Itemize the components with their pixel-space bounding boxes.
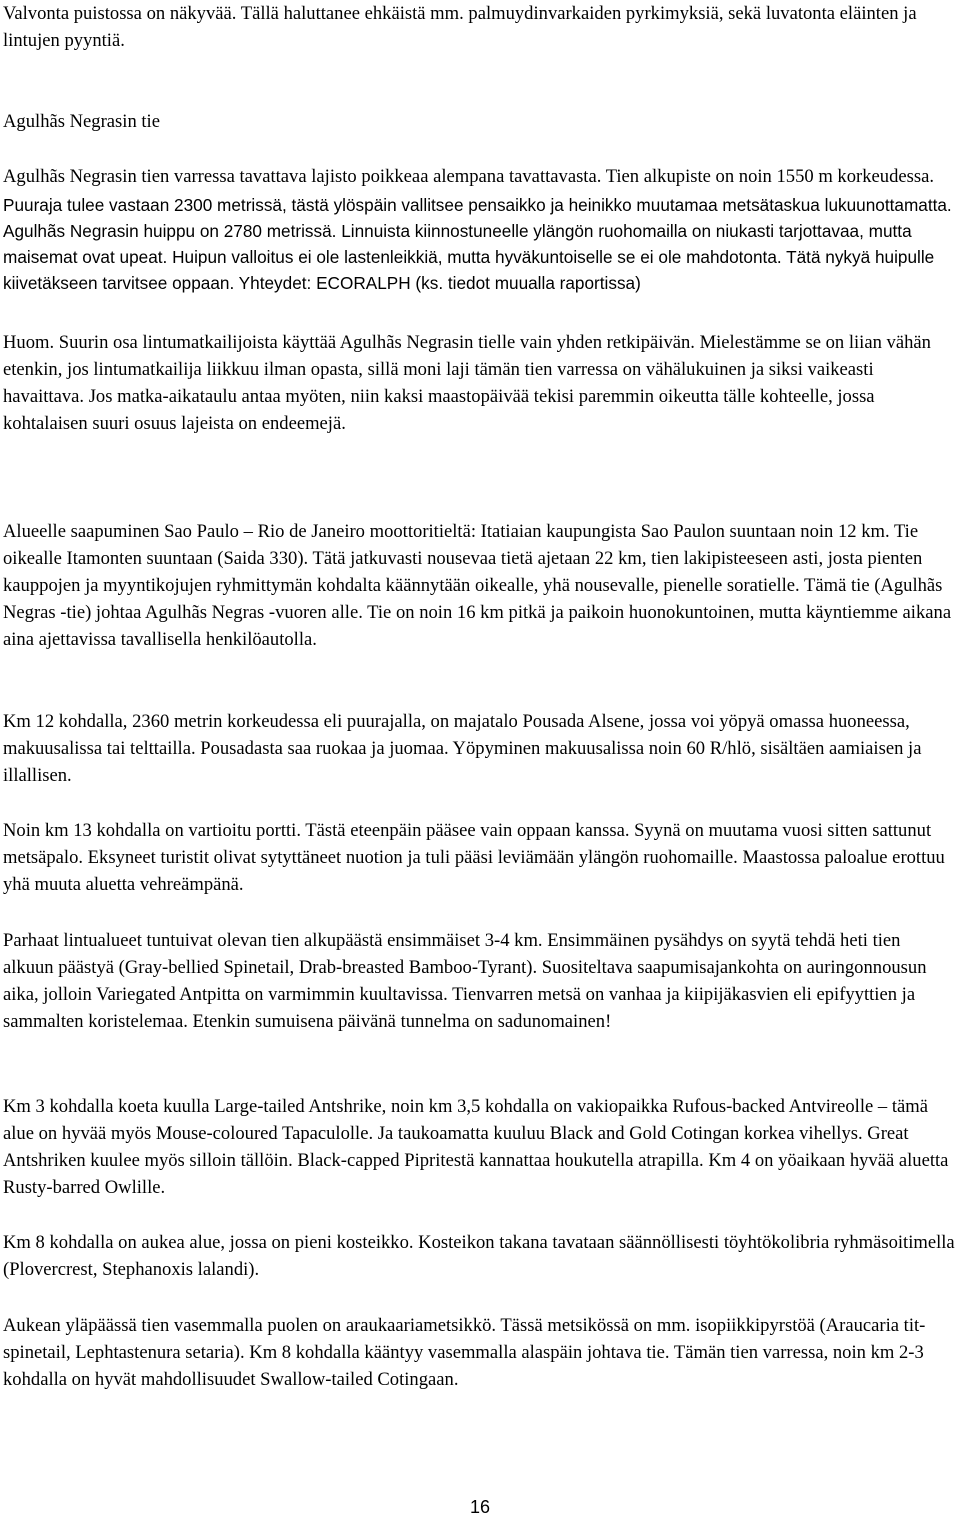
birding-areas-paragraph: Parhaat lintualueet tuntuivat olevan tien alkupäästä ensimmäiset 3-4 km. Ensimmäinen pysähdys on syytä tehdä heti tien alkuun päästyä (Gray-bellied Spinetail, Drab-breasted Bamboo-Tyrant). Suositeltava saapumisajankohta on auringonnousun aika, jolloin Variegated Antpitta on varmimmin kuultavissa. Tienvarren metsä on vanhaa ja kiipijäkasvien eli epifyyttien ja sammalten koristelemaa. Etenkin sumuisena päivänä tunnelma on sadunomainen! [3, 930, 927, 1032]
note-paragraph: Huom. Suurin osa lintumatkailijoista käyttää Agulhãs Negrasin tielle vain yhden retkipäivän. Mielestämme se on liian vähän etenkin, jos lintumatkailija liikkuu ilman opasta, sillä moni laji tämän tien varressa on vähälukuinen ja siksi vaikeasti havaittava. Jos matka-aikataulu antaa myöten, niin kaksi maastopäivää tekisi paremmin oikeutta tälle kohteelle, jossa kohtalaisen suuri osuus lajeista on endeemejä. [3, 332, 931, 434]
km8-paragraph: Km 8 kohdalla on aukea alue, jossa on pieni kosteikko. Kosteikon takana tavataan säännöllisesti töyhtökolibria ryhmäsoitimella (Plovercrest, Stephanoxis lalandi). [3, 1232, 955, 1280]
section-heading: Agulhãs Negrasin tie [3, 111, 160, 132]
accommodation-paragraph: Km 12 kohdalla, 2360 metrin korkeudessa eli puurajalla, on majatalo Pousada Alsene, jossa voi yöpyä omassa huoneessa, makuusalissa tai telttailla. Pousadasta saa ruokaa ja juomaa. Yöpyminen makuusalissa noin 60 R/hlö, sisältäen aamiaisen ja illallisen. [3, 711, 922, 786]
route-details-paragraph: Puuraja tulee vastaan 2300 metrissä, tästä ylöspäin vallitsee pensaikko ja heinikko muutamaa metsätaskua lukuunottamatta. Agulhãs Negrasin huippu on 2780 metrissä. Linnuista kiinnostuneelle ylängön ruohomailla on niukasti tarjottavaa, mutta maisemat ovat upeat. Huipun valloitus ei ole lastenleikkiä, mutta hyväkuntoiselle se ei ole mahdotonta. Tätä nykyä huipulle kiivetäkseen tarvitsee oppaan. Yhteydet: ECORALPH (ks. tiedot muualla raportissa) [3, 195, 952, 293]
araucaria-paragraph: Aukean yläpäässä tien vasemmalla puolen on araukaariametsikkö. Tässä metsikössä on mm. isopiikkipyrstöä (Araucaria tit-spinetail, Lephtastenura setaria). Km 8 kohdalla kääntyy vasemmalla alaspäin johtava tie. Tämän tien varressa, noin km 2-3 kohdalla on hyvät mahdollisuudet Swallow-tailed Cotingaan. [3, 1315, 926, 1390]
km3-paragraph: Km 3 kohdalla koeta kuulla Large-tailed Antshrike, noin km 3,5 kohdalla on vakiopaikka Rufous-backed Antvireolle – tämä alue on hyvää myös Mouse-coloured Tapaculolle. Ja taukoamatta kuuluu Black and Gold Cotingan korkea vihellys. Great Antshriken kuulee myös silloin tällöin. Black-capped Pipritestä kannattaa houkutella atrapilla. Km 4 on yöaikaan hyvää aluetta Rusty-barred Owlille. [3, 1096, 949, 1198]
route-intro-paragraph: Agulhãs Negrasin tien varressa tavattava lajisto poikkeaa alempana tavattavasta. Tien alkupiste on noin 1550 m korkeudessa. [3, 166, 934, 187]
arrival-paragraph: Alueelle saapuminen Sao Paulo – Rio de Janeiro moottoritieltä: Itatiaian kaupungista Sao Paulon suuntaan noin 12 km. Tie oikealle Itamonten suuntaan (Saida 330). Tätä jatkuvasti nousevaa tietä ajetaan 22 km, tien lakipisteeseen asti, josta pienten kauppojen ja myyntikojujen ryhmittymän kohdalta käännytään oikealle, yhä nousevalle, pienelle soratielle. Tämä tie (Agulhãs Negras -tie) johtaa Agulhãs Negras -vuoren alle. Tie on noin 16 km pitkä ja paikoin huonokuntoinen, mutta käyntiemme aikana aina ajettavissa tavallisella henkilöautolla. [3, 521, 952, 650]
page-number: 16 [469, 1497, 491, 1517]
intro-paragraph: Valvonta puistossa on näkyvää. Tällä haluttanee ehkäistä mm. palmuydinvarkaiden pyrkimyksiä, sekä luvatonta eläinten ja lintujen pyyntiä. [3, 3, 917, 51]
gate-paragraph: Noin km 13 kohdalla on vartioitu portti. Tästä eteenpäin pääsee vain oppaan kanssa. Syynä on muutama vuosi sitten sattunut metsäpalo. Eksyneet turistit olivat sytyttäneet nuotion ja tuli pääsi leviämään ylängön ruohomaille. Maastossa paloalue erottuu yhä muuta aluetta vehreämpänä. [3, 820, 945, 895]
